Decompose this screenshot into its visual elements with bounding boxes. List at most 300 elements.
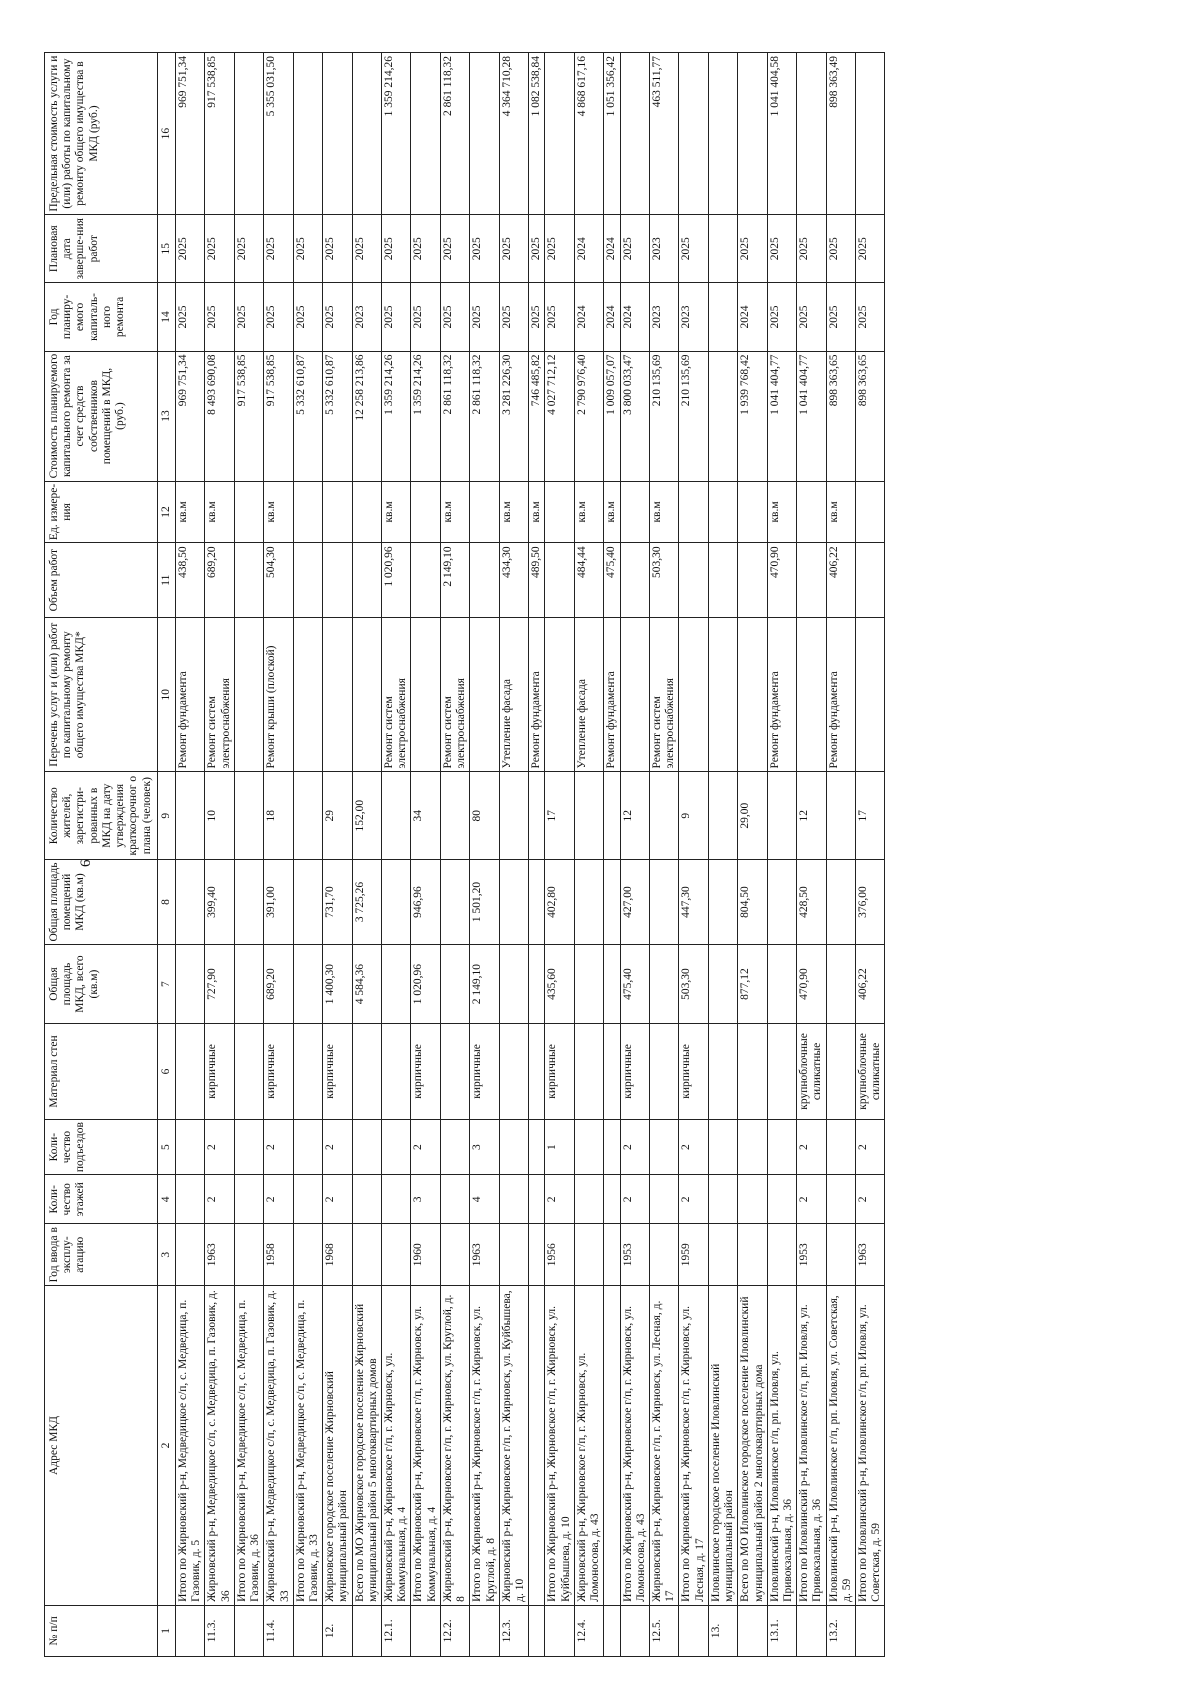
cell-total-area: 4 584,36 (352, 945, 381, 1024)
cell-owner-cost: 2 861 118,32 (470, 351, 499, 481)
cell-end-date: 2025 (234, 215, 263, 283)
cell-works-list (708, 617, 737, 772)
cell-premises-area: 447,30 (679, 859, 708, 944)
cell-end-date: 2025 (470, 215, 499, 283)
cell-floors (604, 1175, 620, 1224)
cell-address: Жирновский р-н, Жирновское г/п, г. Жирновск, ул. Круглой, д. 8 (440, 1286, 469, 1606)
cell-entrances (604, 1119, 620, 1174)
cell-unit: кв.м (205, 481, 234, 543)
cell-unit (352, 481, 381, 543)
cell-works-list: Ремонт фундамента (175, 617, 204, 772)
cell-work-volume: 434,30 (499, 543, 528, 618)
cell-work-volume: 2 149,10 (440, 543, 469, 618)
cell-works-list (856, 617, 885, 772)
cell-works-list: Утепление фасада (574, 617, 603, 772)
table-row (574, 53, 603, 1657)
cell-plan-year: 2023 (352, 283, 381, 351)
cell-row-number: 12. (323, 1605, 352, 1656)
cell-unit (708, 481, 737, 543)
cell-total-area (649, 945, 678, 1024)
cell-floors (382, 1175, 411, 1224)
cell-works-list (470, 617, 499, 772)
cell-total-area: 435,60 (545, 945, 574, 1024)
column-number: 3 (157, 1224, 175, 1286)
cell-residents (499, 772, 528, 859)
table-row (323, 53, 352, 1657)
cell-total-area: 475,40 (620, 945, 649, 1024)
cell-row-number: 12.3. (499, 1605, 528, 1656)
cell-owner-cost: 898 363,65 (826, 351, 855, 481)
cell-commission-year: 1960 (411, 1224, 440, 1286)
cell-total-area (499, 945, 528, 1024)
cell-commission-year (352, 1224, 381, 1286)
cell-unit (545, 481, 574, 543)
cell-row-number (293, 1605, 322, 1656)
column-number: 8 (157, 859, 175, 944)
cell-commission-year: 1968 (323, 1224, 352, 1286)
cell-residents: 12 (797, 772, 826, 859)
cell-floors (234, 1175, 263, 1224)
table-row (856, 53, 885, 1657)
cell-row-number: 13.1. (767, 1605, 796, 1656)
cell-owner-cost: 1 359 214,26 (411, 351, 440, 481)
cell-plan-year: 2025 (175, 283, 204, 351)
cell-floors (708, 1175, 737, 1224)
cell-limit-cost: 1 051 356,42 (604, 53, 620, 215)
cell-commission-year (499, 1224, 528, 1286)
cell-entrances (352, 1119, 381, 1174)
column-number: 15 (157, 215, 175, 283)
cell-floors (352, 1175, 381, 1224)
cell-plan-year: 2025 (499, 283, 528, 351)
cell-entrances: 2 (411, 1119, 440, 1174)
cell-row-number (529, 1605, 545, 1656)
cell-limit-cost: 917 538,85 (205, 53, 234, 215)
cell-plan-year: 2025 (529, 283, 545, 351)
cell-owner-cost: 917 538,85 (234, 351, 263, 481)
column-header-works-list: Перечень услуг и (или) работ по капитальному ремонту общего имущества МКД* (45, 617, 158, 772)
cell-address: Жирновский р-н, Жирновское г/п, г. Жирновск, ул. Куйбышева, д. 10 (499, 1286, 528, 1606)
table-row (826, 53, 855, 1657)
cell-unit (738, 481, 767, 543)
cell-floors (529, 1175, 545, 1224)
cell-unit (797, 481, 826, 543)
cell-wall-material: кирпичные (264, 1023, 293, 1119)
column-number: 2 (157, 1286, 175, 1606)
cell-address: Итого по Жирновский р-н, Медведицкое с/п, с. Медведица, п. Газовик, д. 5 (175, 1286, 204, 1606)
cell-residents (382, 772, 411, 859)
cell-entrances (293, 1119, 322, 1174)
cell-floors: 2 (545, 1175, 574, 1224)
cell-unit: кв.м (574, 481, 603, 543)
cell-work-volume (856, 543, 885, 618)
cell-premises-area (574, 859, 603, 944)
cell-entrances: 2 (205, 1119, 234, 1174)
cell-floors: 2 (679, 1175, 708, 1224)
cell-limit-cost: 898 363,49 (826, 53, 855, 215)
cell-row-number (797, 1605, 826, 1656)
cell-total-area: 503,30 (679, 945, 708, 1024)
cell-premises-area (234, 859, 263, 944)
cell-unit (293, 481, 322, 543)
cell-work-volume (545, 543, 574, 618)
cell-owner-cost: 210 135,69 (649, 351, 678, 481)
cell-unit (234, 481, 263, 543)
cell-address: Иловлинский р-н, Иловлинское г/п, рп. Иловля, ул. Привокзальная, д. 36 (767, 1286, 796, 1606)
cell-premises-area: 376,00 (856, 859, 885, 944)
cell-total-area (604, 945, 620, 1024)
cell-entrances (382, 1119, 411, 1174)
cell-entrances (574, 1119, 603, 1174)
table-row (382, 53, 411, 1657)
cell-limit-cost (470, 53, 499, 215)
cell-commission-year: 1963 (205, 1224, 234, 1286)
cell-address: Иловлинский р-н, Иловлинское г/п, рп. Иловля, ул. Советская, д. 59 (826, 1286, 855, 1606)
cell-row-number: 12.1. (382, 1605, 411, 1656)
cell-wall-material (293, 1023, 322, 1119)
cell-end-date: 2025 (856, 215, 885, 283)
cell-limit-cost: 1 359 214,26 (382, 53, 411, 215)
table-row (545, 53, 574, 1657)
cell-work-volume (293, 543, 322, 618)
table-body (175, 53, 885, 1657)
cell-owner-cost: 2 861 118,32 (440, 351, 469, 481)
cell-plan-year: 2025 (293, 283, 322, 351)
cell-commission-year (738, 1224, 767, 1286)
column-header-residents: Количество жителей, зарегистри-рованных в МКД на дату утверждения краткосрочног о плана (человек) (45, 772, 158, 859)
column-number: 5 (157, 1119, 175, 1174)
cell-premises-area: 3 725,26 (352, 859, 381, 944)
cell-entrances: 2 (620, 1119, 649, 1174)
cell-total-area (234, 945, 263, 1024)
cell-work-volume (708, 543, 737, 618)
cell-plan-year: 2025 (470, 283, 499, 351)
cell-work-volume (738, 543, 767, 618)
column-number-row (157, 53, 175, 1657)
cell-wall-material (175, 1023, 204, 1119)
table-row (175, 53, 204, 1657)
cell-plan-year: 2025 (264, 283, 293, 351)
cell-premises-area: 804,50 (738, 859, 767, 944)
cell-end-date: 2025 (826, 215, 855, 283)
cell-wall-material (708, 1023, 737, 1119)
cell-plan-year: 2024 (604, 283, 620, 351)
cell-total-area (826, 945, 855, 1024)
cell-row-number (175, 1605, 204, 1656)
cell-commission-year (440, 1224, 469, 1286)
column-number: 6 (157, 1023, 175, 1119)
cell-end-date: 2025 (545, 215, 574, 283)
cell-address: Итого по Иловлинский р-н, Иловлинское г/п, рп. Иловля, ул. Советская, д. 59 (856, 1286, 885, 1606)
cell-residents: 34 (411, 772, 440, 859)
cell-row-number (620, 1605, 649, 1656)
cell-residents (175, 772, 204, 859)
cell-row-number (545, 1605, 574, 1656)
cell-plan-year: 2024 (574, 283, 603, 351)
cell-row-number: 11.3. (205, 1605, 234, 1656)
column-number: 7 (157, 945, 175, 1024)
cell-limit-cost (323, 53, 352, 215)
cell-unit: кв.м (382, 481, 411, 543)
cell-work-volume (797, 543, 826, 618)
cell-floors: 2 (323, 1175, 352, 1224)
table-row (440, 53, 469, 1657)
cell-plan-year: 2025 (826, 283, 855, 351)
cell-plan-year: 2025 (205, 283, 234, 351)
cell-limit-cost: 1 082 538,84 (529, 53, 545, 215)
cell-commission-year (604, 1224, 620, 1286)
cell-residents (604, 772, 620, 859)
cell-entrances (708, 1119, 737, 1174)
cell-plan-year: 2025 (382, 283, 411, 351)
cell-owner-cost: 8 493 690,08 (205, 351, 234, 481)
cell-address: Итого по Жирновский р-н, Жирновское г/п, г. Жирновск, ул. Лесная, д. 17 (679, 1286, 708, 1606)
cell-residents: 10 (205, 772, 234, 859)
cell-wall-material (440, 1023, 469, 1119)
cell-commission-year (382, 1224, 411, 1286)
cell-commission-year: 1959 (679, 1224, 708, 1286)
cell-total-area (767, 945, 796, 1024)
cell-plan-year: 2024 (738, 283, 767, 351)
column-header-plan-year: Год планиру-емого капиталь-ного ремонта (45, 283, 158, 351)
table-row (470, 53, 499, 1657)
cell-address: Жирновский р-н, Жирновское г/п, г. Жирновск, ул. Лесная, д. 17 (649, 1286, 678, 1606)
cell-work-volume: 503,30 (649, 543, 678, 618)
cell-end-date: 2025 (205, 215, 234, 283)
cell-works-list (620, 617, 649, 772)
cell-commission-year (708, 1224, 737, 1286)
cell-plan-year (708, 283, 737, 351)
cell-limit-cost (234, 53, 263, 215)
column-number: 12 (157, 481, 175, 543)
cell-entrances (826, 1119, 855, 1174)
column-header-limit-cost: Предельная стоимость услуги и (или) работы по капитальному ремонту общего имущества в МКД (руб.) (45, 53, 158, 215)
column-header-work-volume: Объем работ (45, 543, 158, 618)
cell-total-area (440, 945, 469, 1024)
cell-owner-cost: 1 359 214,26 (382, 351, 411, 481)
cell-works-list (738, 617, 767, 772)
cell-owner-cost: 2 790 976,40 (574, 351, 603, 481)
cell-address: Итого по Жирновский р-н, Жирновское г/п, г. Жирновск, ул. Куйбышева, д. 10 (545, 1286, 574, 1606)
cell-end-date: 2023 (649, 215, 678, 283)
cell-end-date: 2025 (529, 215, 545, 283)
cell-address: Жирновский р-н, Жирновское г/п, г. Жирновск, ул. Коммунальная, д. 4 (382, 1286, 411, 1606)
table-row (708, 53, 737, 1657)
cell-works-list: Ремонт систем электроснабжения (205, 617, 234, 772)
cell-address: Всего по МО Жирновское городское поселение Жирновский муниципальный район 5 многоквартирных домов (352, 1286, 381, 1606)
cell-owner-cost: 746 485,82 (529, 351, 545, 481)
cell-limit-cost: 463 511,77 (649, 53, 678, 215)
cell-entrances: 1 (545, 1119, 574, 1174)
cell-entrances (175, 1119, 204, 1174)
cell-residents (574, 772, 603, 859)
cell-row-number (856, 1605, 885, 1656)
cell-plan-year: 2025 (440, 283, 469, 351)
cell-address: Итого по Жирновский р-н, Жирновское г/п, г. Жирновск, ул. Круглой, д. 8 (470, 1286, 499, 1606)
cell-unit (856, 481, 885, 543)
table-row (797, 53, 826, 1657)
cell-total-area: 727,90 (205, 945, 234, 1024)
cell-premises-area (604, 859, 620, 944)
cell-row-number: 13.2. (826, 1605, 855, 1656)
column-header-total-area: Общая площадь МКД, всего (кв.м) (45, 945, 158, 1024)
table-row (529, 53, 545, 1657)
cell-limit-cost: 2 861 118,32 (440, 53, 469, 215)
cell-limit-cost (856, 53, 885, 215)
cell-wall-material (352, 1023, 381, 1119)
cell-owner-cost: 12 258 213,86 (352, 351, 381, 481)
cell-floors (293, 1175, 322, 1224)
cell-premises-area (499, 859, 528, 944)
cell-floors: 4 (470, 1175, 499, 1224)
cell-owner-cost: 3 800 033,47 (620, 351, 649, 481)
cell-works-list (234, 617, 263, 772)
cell-end-date: 2025 (411, 215, 440, 283)
cell-wall-material (649, 1023, 678, 1119)
cell-works-list: Ремонт систем электроснабжения (382, 617, 411, 772)
cell-commission-year (574, 1224, 603, 1286)
cell-unit (411, 481, 440, 543)
cell-work-volume: 438,50 (175, 543, 204, 618)
cell-floors (574, 1175, 603, 1224)
cell-plan-year: 2025 (234, 283, 263, 351)
cell-premises-area (440, 859, 469, 944)
cell-limit-cost (411, 53, 440, 215)
cell-unit: кв.м (499, 481, 528, 543)
cell-floors: 3 (411, 1175, 440, 1224)
cell-wall-material (604, 1023, 620, 1119)
cell-unit: кв.м (649, 481, 678, 543)
cell-end-date: 2025 (293, 215, 322, 283)
table-row (679, 53, 708, 1657)
cell-commission-year (234, 1224, 263, 1286)
cell-owner-cost: 1 041 404,77 (797, 351, 826, 481)
cell-work-volume: 504,30 (264, 543, 293, 618)
cell-entrances (499, 1119, 528, 1174)
cell-premises-area (382, 859, 411, 944)
table-row (205, 53, 234, 1657)
cell-entrances (738, 1119, 767, 1174)
cell-wall-material (234, 1023, 263, 1119)
cell-limit-cost: 5 355 031,50 (264, 53, 293, 215)
cell-premises-area: 391,00 (264, 859, 293, 944)
cell-premises-area (708, 859, 737, 944)
cell-premises-area (767, 859, 796, 944)
cell-residents: 17 (545, 772, 574, 859)
cell-total-area (574, 945, 603, 1024)
cell-residents: 18 (264, 772, 293, 859)
cell-end-date: 2024 (574, 215, 603, 283)
cell-commission-year (175, 1224, 204, 1286)
column-header-floors: Коли-чество этажей (45, 1175, 158, 1224)
cell-unit: кв.м (264, 481, 293, 543)
cell-plan-year: 2025 (323, 283, 352, 351)
cell-wall-material: кирпичные (620, 1023, 649, 1119)
cell-premises-area (175, 859, 204, 944)
cell-residents: 9 (679, 772, 708, 859)
cell-limit-cost (545, 53, 574, 215)
cell-commission-year: 1963 (470, 1224, 499, 1286)
cell-works-list: Ремонт фундамента (826, 617, 855, 772)
table-row (767, 53, 796, 1657)
table-row (411, 53, 440, 1657)
cell-owner-cost: 4 027 712,12 (545, 351, 574, 481)
cell-work-volume: 484,44 (574, 543, 603, 618)
cell-limit-cost: 1 041 404,58 (767, 53, 796, 215)
cell-premises-area: 731,70 (323, 859, 352, 944)
cell-unit: кв.м (529, 481, 545, 543)
column-header-owner-cost: Стоимость планируемого капитального ремонта за счет средств собственников помещений в МКД, (руб.) (45, 351, 158, 481)
cell-total-area (382, 945, 411, 1024)
cell-address: Жирновский р-н, Медведицкое с/п, с. Медведица, п. Газовик, д. 36 (205, 1286, 234, 1606)
repair-plan-table (44, 52, 885, 1657)
cell-floors (440, 1175, 469, 1224)
cell-commission-year (649, 1224, 678, 1286)
cell-works-list (797, 617, 826, 772)
cell-wall-material (826, 1023, 855, 1119)
header-row (45, 53, 158, 1657)
cell-floors: 2 (264, 1175, 293, 1224)
cell-floors: 2 (620, 1175, 649, 1224)
cell-address: Жирновское городское поселение Жирновский муниципальный район (323, 1286, 352, 1606)
cell-total-area: 2 149,10 (470, 945, 499, 1024)
cell-plan-year: 2023 (649, 283, 678, 351)
cell-total-area: 877,12 (738, 945, 767, 1024)
cell-premises-area: 427,00 (620, 859, 649, 944)
cell-end-date: 2025 (738, 215, 767, 283)
column-number: 16 (157, 53, 175, 215)
cell-work-volume (352, 543, 381, 618)
cell-row-number (352, 1605, 381, 1656)
cell-residents (529, 772, 545, 859)
cell-work-volume (620, 543, 649, 618)
cell-work-volume (323, 543, 352, 618)
cell-floors (499, 1175, 528, 1224)
cell-address: Жирновский р-н, Медведицкое с/п, с. Медведица, п. Газовик, д. 33 (264, 1286, 293, 1606)
cell-wall-material: кирпичные (323, 1023, 352, 1119)
cell-wall-material: крупноблочные силикатные (797, 1023, 826, 1119)
cell-address: Итого по Иловлинский р-н, Иловлинское г/п, рп. Иловля, ул. Привокзальная, д. 36 (797, 1286, 826, 1606)
cell-limit-cost (797, 53, 826, 215)
cell-work-volume (679, 543, 708, 618)
cell-entrances: 2 (679, 1119, 708, 1174)
cell-works-list (293, 617, 322, 772)
cell-address: Итого по Жирновский р-н, Медведицкое с/п, с. Медведица, п. Газовик, д. 33 (293, 1286, 322, 1606)
cell-row-number (738, 1605, 767, 1656)
column-header-entrances: Коли-чество подъездов (45, 1119, 158, 1174)
cell-premises-area: 1 501,20 (470, 859, 499, 944)
cell-premises-area: 399,40 (205, 859, 234, 944)
cell-wall-material (767, 1023, 796, 1119)
table-row (352, 53, 381, 1657)
cell-unit (679, 481, 708, 543)
column-number: 4 (157, 1175, 175, 1224)
cell-premises-area: 402,80 (545, 859, 574, 944)
cell-floors: 2 (797, 1175, 826, 1224)
cell-row-number (679, 1605, 708, 1656)
cell-end-date: 2025 (440, 215, 469, 283)
cell-commission-year: 1953 (620, 1224, 649, 1286)
table-row (604, 53, 620, 1657)
column-number: 13 (157, 351, 175, 481)
column-number: 14 (157, 283, 175, 351)
cell-unit: кв.м (767, 481, 796, 543)
column-header-unit: Ед. измере-ния (45, 481, 158, 543)
cell-owner-cost: 1 041 404,77 (767, 351, 796, 481)
cell-address (604, 1286, 620, 1606)
cell-residents: 17 (856, 772, 885, 859)
cell-premises-area: 428,50 (797, 859, 826, 944)
